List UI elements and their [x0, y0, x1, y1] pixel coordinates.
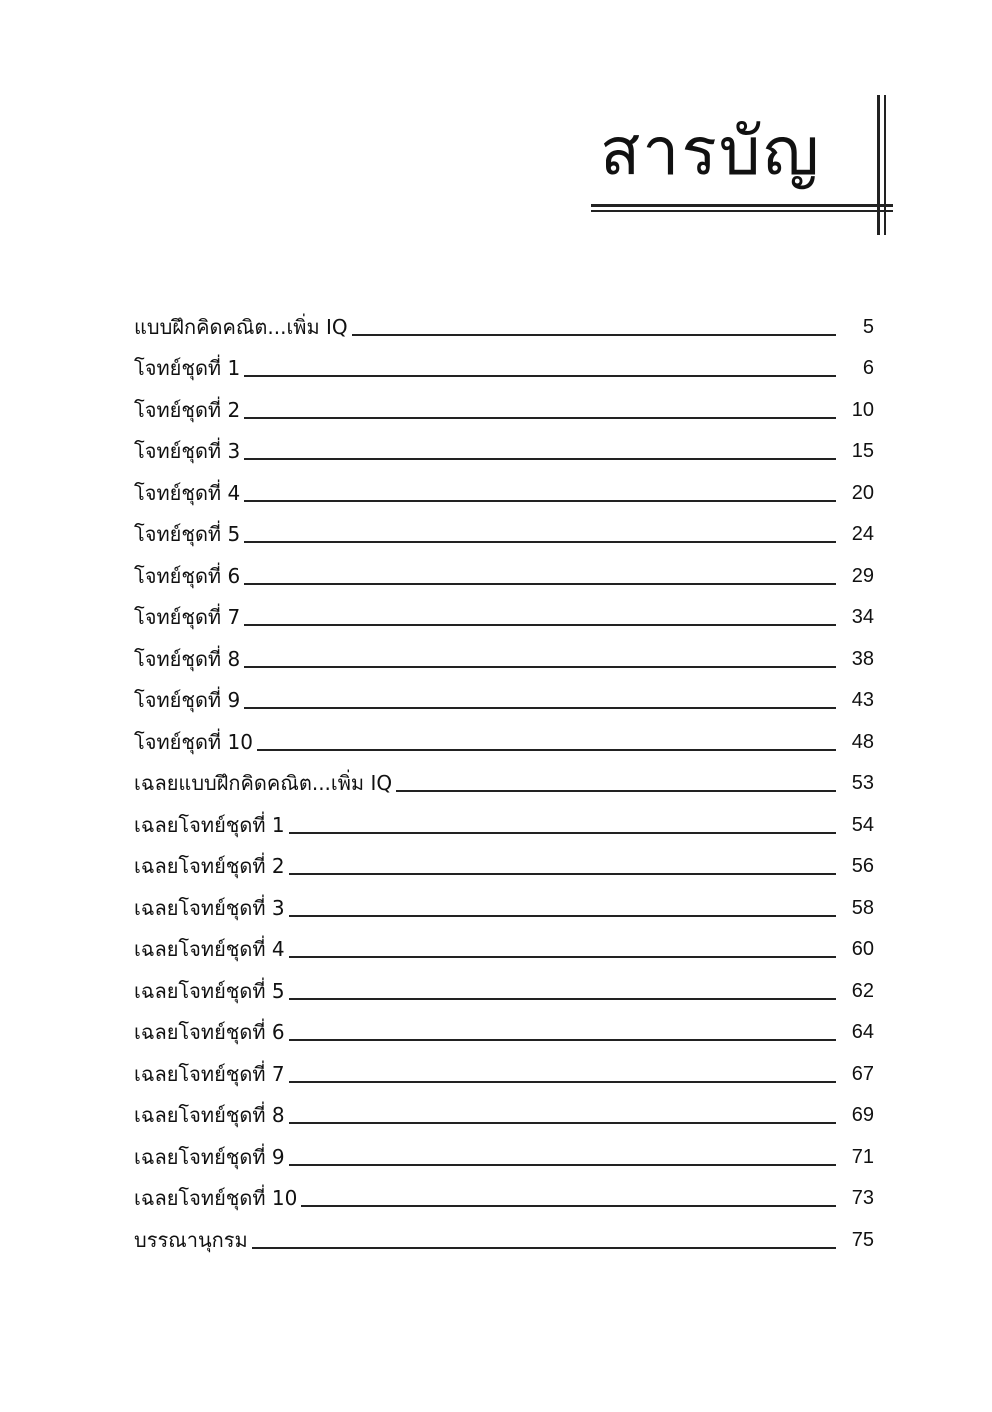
toc-label: เฉลยโจทย์ชุดที่ 8 [134, 1103, 285, 1127]
toc-row [134, 1006, 874, 1048]
toc-row [134, 923, 874, 965]
toc-page-number: 58 [851, 896, 874, 919]
toc-leader-line [252, 1247, 836, 1249]
toc-leader-line [289, 915, 836, 917]
toc-page-number: 24 [851, 523, 874, 545]
toc-page-number: 60 [851, 938, 874, 960]
toc-page-number: 53 [851, 772, 874, 794]
toc-leader-line [289, 832, 836, 834]
toc-page-number: 69 [851, 1104, 874, 1126]
toc-row [134, 964, 874, 1006]
toc-row [134, 798, 874, 840]
toc-label: โจทย์ชุดที่ 7 [134, 605, 241, 629]
toc-label: โจทย์ชุดที่ 8 [134, 646, 241, 671]
toc-page-number: 10 [851, 398, 874, 421]
title-horizontal-rule-inner [591, 210, 893, 212]
toc-label: เฉลยโจทย์ชุดที่ 6 [134, 1020, 285, 1044]
toc-page-number: 54 [851, 813, 874, 836]
toc-row [134, 1047, 874, 1089]
title-vertical-rule [877, 95, 880, 235]
toc-label: โจทย์ชุดที่ 10 [134, 729, 253, 754]
toc-row [134, 757, 874, 799]
toc-page-number: 71 [851, 1145, 874, 1168]
toc-row [134, 383, 874, 425]
toc-label: โจทย์ชุดที่ 4 [134, 480, 241, 505]
toc-row [134, 591, 874, 633]
toc-leader-line [289, 1164, 836, 1166]
toc-leader-line [301, 1205, 836, 1207]
toc-page-number: 34 [851, 606, 874, 628]
toc-label: โจทย์ชุดที่ 2 [134, 397, 241, 422]
toc-label: แบบฝึกคิดคณิต...เพิ่ม IQ [134, 314, 348, 339]
toc-leader-line [244, 375, 836, 377]
toc-row [134, 466, 874, 508]
toc-leader-line [396, 790, 836, 792]
toc-page-number: 20 [851, 481, 874, 504]
toc-row [134, 1130, 874, 1172]
toc-row [134, 425, 874, 467]
toc-page-number: 15 [851, 440, 874, 462]
toc-label: เฉลยโจทย์ชุดที่ 10 [134, 1186, 298, 1210]
toc-leader-line [289, 1122, 836, 1124]
page-title: สารบัญ [600, 113, 821, 190]
toc-page-number: 48 [851, 730, 874, 753]
toc-row [134, 1172, 874, 1214]
toc-label: โจทย์ชุดที่ 1 [134, 356, 241, 380]
toc-page-number: 38 [851, 647, 874, 670]
toc-leader-line [289, 1081, 836, 1083]
toc-leader-line [244, 707, 836, 709]
title-horizontal-rule [591, 204, 893, 207]
toc-row [134, 549, 874, 591]
toc-leader-line [289, 998, 836, 1000]
toc-leader-line [244, 541, 836, 543]
toc-row [134, 632, 874, 674]
toc-label: เฉลยแบบฝึกคิดคณิต...เพิ่ม IQ [134, 771, 393, 795]
toc-page-number: 75 [851, 1228, 874, 1251]
toc-row [134, 342, 874, 384]
toc-label: เฉลยโจทย์ชุดที่ 1 [134, 812, 285, 837]
toc-leader-line [244, 583, 836, 585]
toc-page-number: 64 [851, 1021, 874, 1043]
toc-page-number: 43 [851, 689, 874, 711]
toc-label: เฉลยโจทย์ชุดที่ 7 [134, 1061, 285, 1086]
toc-label: บรรณานุกรม [134, 1227, 248, 1252]
toc-leader-line [289, 1039, 836, 1041]
toc-label: โจทย์ชุดที่ 6 [134, 563, 241, 588]
toc-leader-line [289, 956, 836, 958]
toc-label: เฉลยโจทย์ชุดที่ 5 [134, 978, 285, 1003]
toc-label: เฉลยโจทย์ชุดที่ 9 [134, 1144, 285, 1169]
toc-leader-line [257, 749, 836, 751]
toc-leader-line [352, 334, 836, 336]
toc-leader-line [244, 417, 836, 419]
toc-row [134, 881, 874, 923]
table-of-contents [134, 300, 874, 1255]
toc-page-number: 62 [851, 979, 874, 1002]
toc-row [134, 508, 874, 550]
toc-leader-line [244, 458, 836, 460]
toc-label: โจทย์ชุดที่ 3 [134, 439, 241, 463]
toc-leader-line [289, 873, 836, 875]
toc-row [134, 300, 874, 342]
toc-row [134, 1089, 874, 1131]
toc-page-number: 67 [851, 1062, 874, 1085]
toc-page-number: 6 [862, 357, 874, 379]
toc-row [134, 715, 874, 757]
toc-row [134, 1213, 874, 1255]
title-vertical-rule-inner [884, 95, 886, 235]
toc-label: โจทย์ชุดที่ 5 [134, 522, 241, 546]
toc-leader-line [244, 624, 836, 626]
toc-label: เฉลยโจทย์ชุดที่ 4 [134, 937, 285, 961]
toc-page-number: 29 [851, 564, 874, 587]
toc-label: เฉลยโจทย์ชุดที่ 2 [134, 854, 285, 878]
toc-leader-line [244, 500, 836, 502]
toc-page-number: 73 [851, 1187, 874, 1209]
toc-row [134, 674, 874, 716]
toc-page-number: 56 [851, 855, 874, 877]
toc-label: โจทย์ชุดที่ 9 [134, 688, 241, 712]
toc-label: เฉลยโจทย์ชุดที่ 3 [134, 895, 285, 920]
toc-leader-line [244, 666, 836, 668]
toc-row [134, 840, 874, 882]
toc-page-number: 5 [862, 315, 874, 338]
